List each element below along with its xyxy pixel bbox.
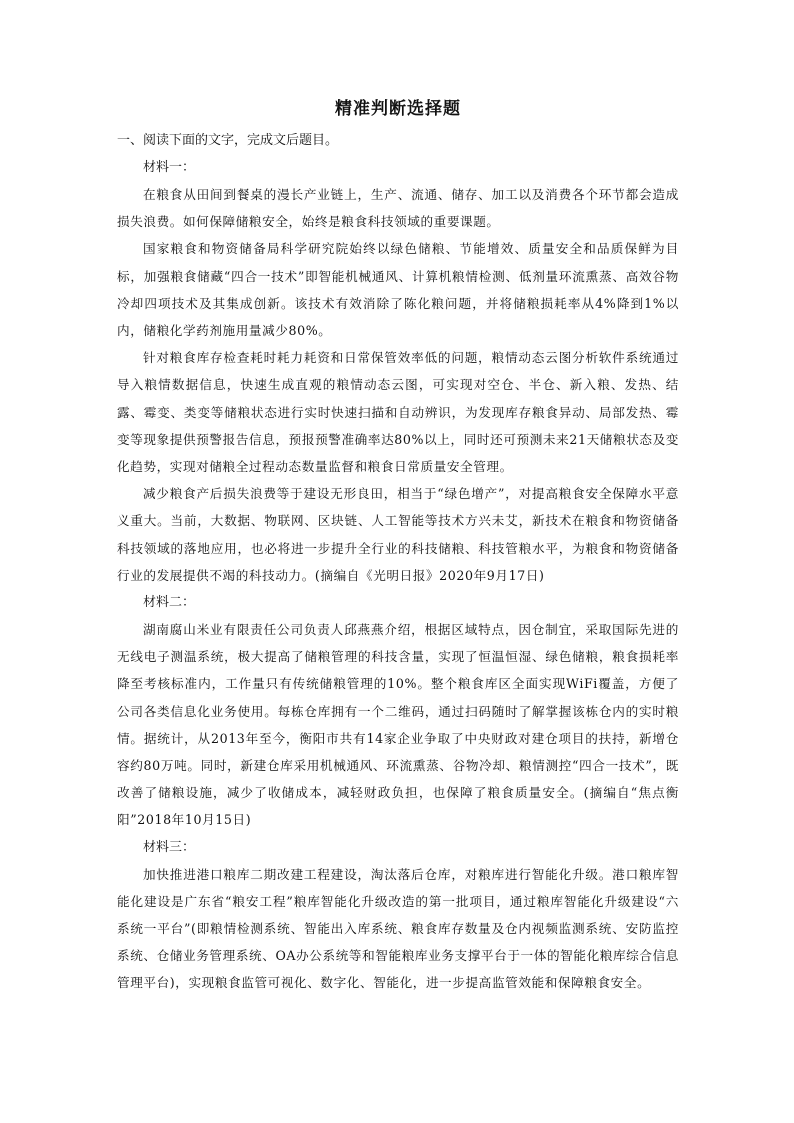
paragraph: 国家粮食和物资储备局科学研究院始终以绿色储粮、节能增效、质量安全和品质保鲜为目标，加强粮食储藏“四合一技术”即智能机械通风、计算机粮情检测、低剂量环流熏蒸、高效谷物冷却四项技术及其集成创新。该技术有效消除了陈化粮问题，并将储粮损耗率从4%降到1%以内，储粮化学药剂施用量减少80%。: [117, 241, 679, 339]
material-label: 材料一：: [143, 160, 196, 175]
material-label: 材料三：: [143, 839, 196, 855]
material-label: 材料二：: [143, 595, 196, 611]
document-page: [117, 96, 679, 997]
material-2: [117, 589, 679, 834]
material-1: [117, 154, 679, 589]
paragraph: 在粮食从田间到餐桌的漫长产业链上，生产、流通、储存、加工以及消费各个环节都会造成损失浪费。如何保障储粮安全，始终是粮食科技领域的重要课题。: [117, 187, 679, 230]
paragraph: 减少粮食产后损失浪费等于建设无形良田，相当于“绿色增产”，对提高粮食安全保障水平意义重大。当前，大数据、物联网、区块链、人工智能等技术方兴未艾，新技术在粮食和物资储备科技领域的落地应用，也必将进一步提升全行业的科技储粮、科技管粮水平，为粮食和物资储备行业的发展提供不竭的科技动力。(摘编自《光明日报》2020年9月17日): [117, 486, 679, 583]
question-heading: 一、阅读下面的文字，完成文后题目。: [117, 133, 339, 148]
paragraph: 加快推进港口粮库二期改建工程建设，淘汰落后仓库，对粮库进行智能化升级。港口粮库智能化建设是广东省“粮安工程”粮库智能化升级改造的第一批项目，通过粮库智能化升级建设“六系统一平台”(即粮情检测系统、智能出入库系统、粮食库存数量及仓内视频监测系统、安防监控系统、仓储业务管理系统、OA办公系统等和智能粮库业务支撑平台于一体的智能化粮库综合信息管理平台)，实现粮食监管可视化、数字化、智能化，进一步提高监管效能和保障粮食安全。: [117, 866, 679, 991]
material-3: [117, 834, 679, 997]
paragraph: 针对粮食库存检查耗时耗力耗资和日常保管效率低的问题，粮情动态云图分析软件系统通过导入粮情数据信息，快速生成直观的粮情动态云图，可实现对空仓、半仓、新入粮、发热、结露、霉变、类变等储粮状态进行实时快速扫描和自动辨识，为发现库存粮食异动、局部发热、霉变等现象提供预警报告信息，预报预警准确率达80%以上，同时还可预测未来21天储粮状态及变化趋势，实现对储粮全过程动态数量监督和粮食日常质量安全管理。: [117, 350, 679, 475]
page-title: 精准判断选择题: [335, 99, 461, 119]
paragraph: 湖南腐山米业有限责任公司负责人邱燕燕介绍，根据区域特点，因仓制宜，采取国际先进的无线电子测温系统，极大提高了储粮管理的科技含量，实现了恒温恒湿、绿色储粮，粮食损耗率降至考核标准内，工作量只有传统储粮管理的10%。整个粮食库区全面实现WiFi覆盖，方便了公司各类信息化业务使用。每栋仓库拥有一个二维码，通过扫码随时了解掌握该栋仓内的实时粮情。据统计，从2013年至今，衡阳市共有14家企业争取了中央财政对建仓项目的扶持，新增仓容约80万吨。同时，新建仓库采用机械通风、环流熏蒸、谷物冷却、粮情测控“四合一技术”，既改善了储粮设施，减少了收储成本，减轻财政负担，也保障了粮食质量安全。(摘编自“焦点衡阳”2018年10月15日): [117, 622, 679, 828]
